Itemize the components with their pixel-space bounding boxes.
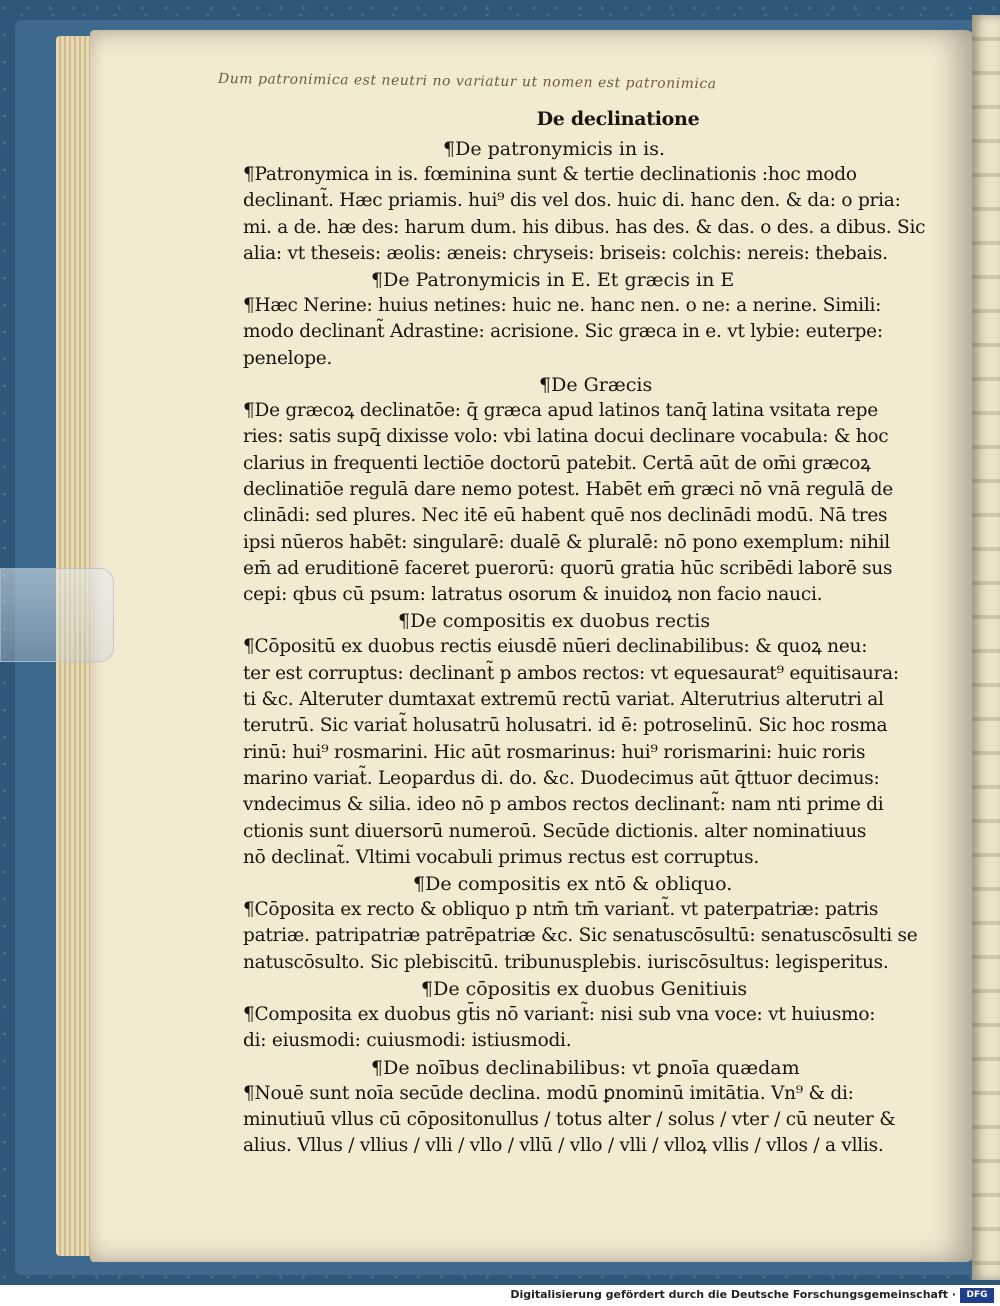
text-line: ¶Patronymica in is. fœminina sunt & tertie declinationis :hoc modo xyxy=(243,164,857,185)
text-line: patriæ. patripatriæ patrēpatriæ &c. Sic senatuscōsultū: senatuscōsulti se xyxy=(243,925,918,947)
text-line: ipsi nūeros habēt: singularē: dualē & pluralē: nō pono exemplum: nihil xyxy=(243,531,890,553)
sections-container xyxy=(243,136,926,1160)
facing-page-text-shadow xyxy=(972,15,1000,1280)
section-heading: ¶De noībus declinabilibus: vt ꝑnoīa quædam xyxy=(371,1056,800,1079)
section-heading: ¶De compositis ex ntō & obliquo. xyxy=(413,873,733,896)
text-line: cepi: qbus cū psum: latratus osorum & inuidoꝝ non facio nauci. xyxy=(243,584,823,606)
text-line: ¶Hæc Nerine: huius netines: huic ne. hanc nen. o ne: a nerine. Simili: xyxy=(243,295,882,317)
text-line: minutiuū vllus cū cōpositonullus / totus alter / solus / vter / cū neuter & xyxy=(243,1108,896,1130)
section-heading: ¶De cōpositis ex duobus Genitiuis xyxy=(421,978,748,1001)
text-line: declinatiōe regulā dare nemo potest. Habēt em̄ græci nō vnā regulā de xyxy=(243,478,893,500)
text-line: mi. a de. hæ des: harum dum. his dibus. has des. & das. o des. a dibus. Sic xyxy=(243,216,926,238)
text-line: ctionis sunt diuersorū numeroū. Secūde dictionis. alter nominatiuus xyxy=(243,820,867,842)
page-title: De declinatione xyxy=(536,108,700,130)
text-line: ¶Nouē sunt noīa secūde declina. modū ꝑnominū imitātia. Vn⁹ & di: xyxy=(243,1082,854,1104)
page-clip-strip xyxy=(0,568,114,662)
text-line: modo declinant̃ Adrastine: acrisione. Sic græca in e. vt lybie: euterpe: xyxy=(243,321,883,343)
section-heading: ¶De compositis ex duobus rectis xyxy=(398,610,711,633)
section-heading: ¶De Græcis xyxy=(539,374,653,397)
facing-page-edge xyxy=(972,15,1000,1280)
text-line: ¶Cōposita ex recto & obliquo p ntm̄ tm̄ variant̃. vt paterpatriæ: patris xyxy=(243,899,879,921)
text-line: clinādi: sed plures. Nec itē eū habent quē nos declinādi modū. Nā tres xyxy=(243,505,888,527)
text-line: ti &c. Alteruter dumtaxat extremū rectū variat. Alterutrius alterutri al xyxy=(243,689,884,711)
text-line: ¶Composita ex duobus gt̄is nō variant̃: nisi sub vna voce: vt huiusmo: xyxy=(243,1004,876,1026)
text-line: ¶De græcoꝝ declinatōe: q̄ græca apud latinos tanq̄ latina vsitata repe xyxy=(243,400,878,422)
section-heading: ¶De Patronymicis in E. Et græcis in E xyxy=(371,269,735,292)
text-line: alius. Vllus / vllius / vlli / vllo / vllū / vllo / vlli / vlloꝝ vllis / vllos / a vllis. xyxy=(243,1135,884,1157)
text-line: rinū: hui⁹ rosmarini. Hic aūt rosmarinus: hui⁹ rorismarini: huic roris xyxy=(243,741,866,763)
dfg-logo: DFG xyxy=(960,1288,994,1303)
funding-credit: Digitalisierung gefördert durch die Deutsche Forschungsgemeinschaft · xyxy=(510,1288,956,1301)
text-line: alia: vt theseis: æolis: æneis: chryseis: briseis: colchis: nereis: thebais. xyxy=(243,242,888,264)
text-line: nō declinat̃. Vltimi vocabuli primus rectus est corruptus. xyxy=(243,846,759,868)
handwritten-annotation: Dum patronimica est neutri no variatur ut nomen est patronimica xyxy=(217,70,717,93)
text-line: ries: satis supq̄ dixisse volo: vbi latina docui declinare vocabula: & hoc xyxy=(243,426,889,448)
text-line: di: eiusmodi: cuiusmodi: istiusmodi. xyxy=(243,1030,572,1052)
text-line: vndecimus & silia. ideo nō p ambos rectos declinant̃: nam nti prime di xyxy=(243,794,884,816)
text-line: natuscōsulto. Sic plebiscitū. tribunusplebis. iuriscōsultus: legisperitus. xyxy=(243,951,889,973)
text-line: clarius in frequenti lectiōe doctorū patebit. Certā aūt de om̄i græcoꝝ xyxy=(243,452,871,474)
text-line: em̄ ad eruditionē faceret puerorū: quorū gratia hūc scribēdi laborē sus xyxy=(243,557,893,579)
footer-bar xyxy=(0,1285,1000,1306)
section-heading: ¶De patronymicis in is. xyxy=(443,138,666,160)
text-line: penelope. xyxy=(243,347,333,369)
text-line: ¶Cōpositū ex duobus rectis eiusdē nūeri declinabilibus: & quoꝝ neu: xyxy=(243,636,868,658)
text-line: declinant̃. Hæc priamis. hui⁹ dis vel dos. huic di. hanc den. & da: o pria: xyxy=(243,190,901,212)
text-line: terutrū. Sic variat̃ holusatrū holusatri. id ē: potroselinū. Sic hoc rosma xyxy=(243,715,888,737)
printed-text-block xyxy=(243,108,926,1160)
text-line: ter est corruptus: declinant̃ p ambos rectos: vt equesaurat⁹ equitisaura: xyxy=(243,662,899,684)
text-line: marino variat̃. Leopardus di. do. &c. Duodecimus aūt q̄ttuor decimus: xyxy=(243,767,880,789)
